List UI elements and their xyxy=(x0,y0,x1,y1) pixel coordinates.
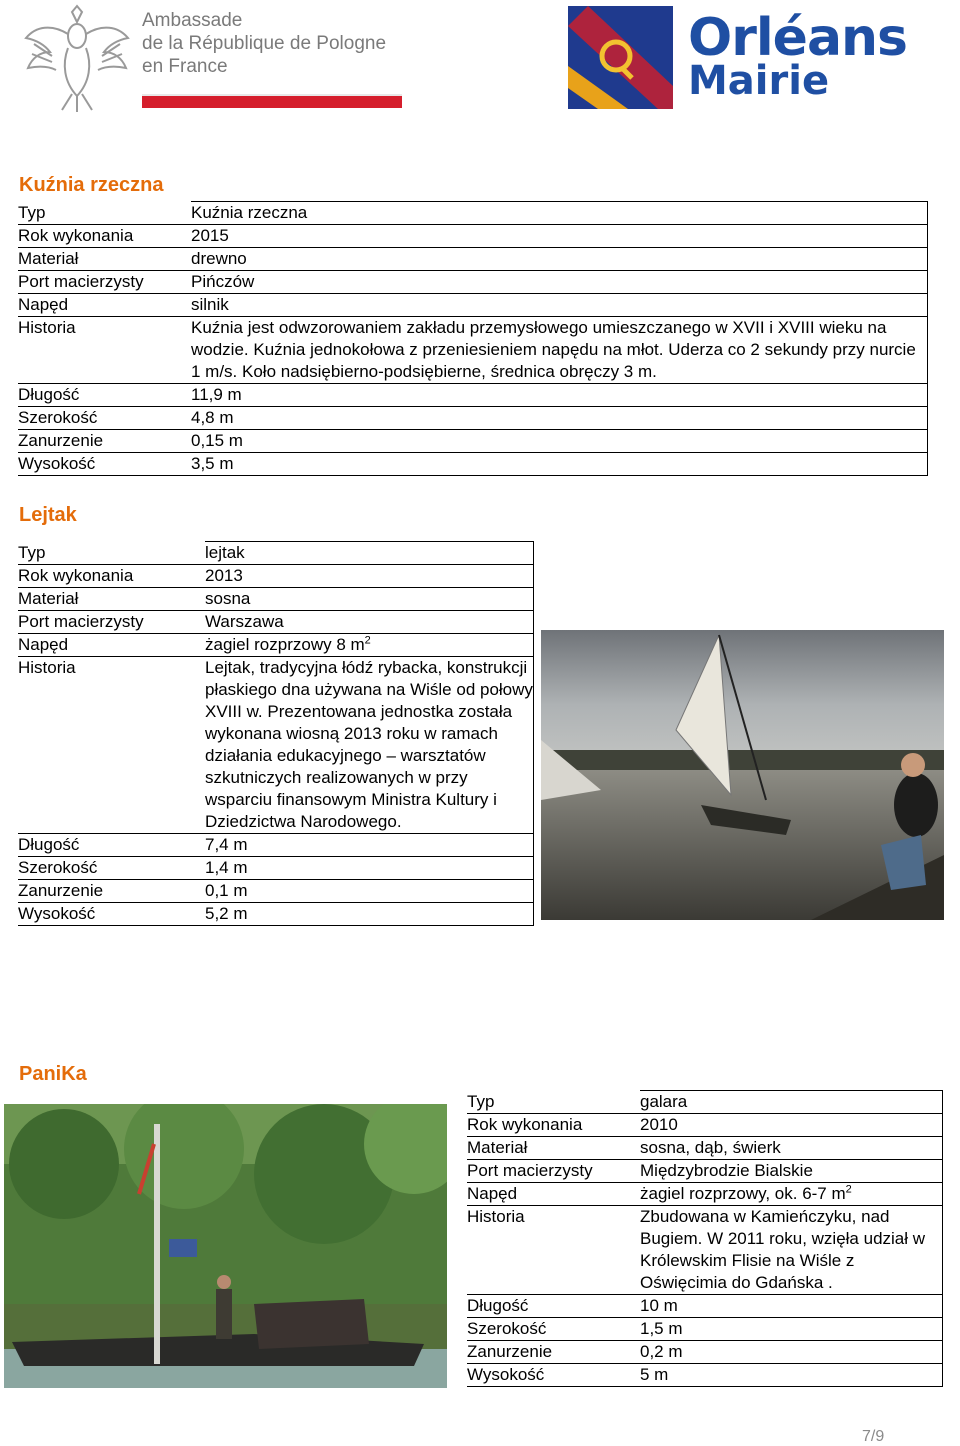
spec-label: Materiał xyxy=(18,248,191,271)
spec-value-text: 5,2 m xyxy=(205,904,248,923)
spec-value-text: 11,9 m xyxy=(191,385,242,404)
spec-value xyxy=(640,1114,943,1137)
spec-value-text: sosna, dąb, świerk xyxy=(640,1138,781,1157)
spec-value xyxy=(191,202,928,225)
spec-row xyxy=(18,453,928,476)
spec-label: Szerokość xyxy=(18,857,205,880)
spec-row xyxy=(467,1341,943,1364)
spec-table-panika xyxy=(467,1090,943,1387)
spec-row xyxy=(18,834,534,857)
spec-row xyxy=(18,903,534,926)
spec-row xyxy=(18,542,534,565)
spec-row xyxy=(18,565,534,588)
spec-label: Port macierzysty xyxy=(18,611,205,634)
spec-value-text: 0,2 m xyxy=(640,1342,683,1361)
spec-value-text: 7,4 m xyxy=(205,835,248,854)
spec-row xyxy=(467,1206,943,1295)
spec-label: Typ xyxy=(18,202,191,225)
spec-value-text: Kuźnia jest odwzorowaniem zakładu przemysłowego umieszczanego w XVII i XVIII wieku na wodzie. Kuźnia jednokołowa z przeniesieniem napędu na młot. Uderza co 2 sekundy przy nurcie 1 m/s. Koło nadsiębierno-podsiębierne, średnica obręczy 3 m. xyxy=(191,318,916,381)
spec-value-text: lejtak xyxy=(205,543,245,562)
spec-value-text: sosna xyxy=(205,589,251,608)
spec-value-superscript: 2 xyxy=(364,634,371,647)
spec-value xyxy=(205,903,534,926)
spec-label: Wysokość xyxy=(467,1364,640,1387)
spec-label: Rok wykonania xyxy=(18,225,191,248)
spec-row xyxy=(18,202,928,225)
spec-value-text: Zbudowana w Kamieńczyku, nad Bugiem. W 2011 roku, wzięła udział w Królewskim Flisie na Wiśle z Oświęcimia do Gdańska . xyxy=(640,1207,926,1292)
spec-value-text: 2015 xyxy=(191,226,229,245)
polish-eagle-icon xyxy=(22,4,132,114)
spec-value-text: 10 m xyxy=(640,1296,678,1315)
page-number: 7/9 xyxy=(862,1428,885,1445)
spec-value-text: 3,5 m xyxy=(191,454,234,473)
spec-row xyxy=(467,1137,943,1160)
lejtak-boat-photo xyxy=(541,630,944,920)
orleans-wordmark: Orléans xyxy=(688,8,908,68)
spec-value-text: 2010 xyxy=(640,1115,678,1134)
spec-label: Port macierzysty xyxy=(18,271,191,294)
spec-value xyxy=(205,565,534,588)
spec-value xyxy=(205,857,534,880)
spec-value-text: Warszawa xyxy=(205,612,284,631)
spec-value-text: 5 m xyxy=(640,1365,669,1384)
spec-value xyxy=(205,611,534,634)
spec-label: Długość xyxy=(18,834,205,857)
section-title-panika: PaniKa xyxy=(19,1063,87,1085)
spec-value-superscript: 2 xyxy=(845,1183,852,1196)
spec-value xyxy=(640,1295,943,1318)
spec-value xyxy=(191,317,928,384)
spec-row xyxy=(467,1160,943,1183)
spec-label: Napęd xyxy=(18,634,205,657)
spec-label: Szerokość xyxy=(18,407,191,430)
spec-row xyxy=(18,634,534,657)
spec-value xyxy=(191,294,928,317)
spec-value xyxy=(205,657,534,834)
spec-value-text: drewno xyxy=(191,249,247,268)
spec-label: Wysokość xyxy=(18,903,205,926)
spec-label: Historia xyxy=(18,657,205,834)
spec-row xyxy=(18,317,928,384)
spec-row xyxy=(18,611,534,634)
embassy-red-bar xyxy=(142,96,402,108)
spec-value xyxy=(191,407,928,430)
spec-label: Typ xyxy=(467,1091,640,1114)
spec-label: Historia xyxy=(467,1206,640,1295)
embassy-logo xyxy=(22,4,402,114)
spec-label: Wysokość xyxy=(18,453,191,476)
spec-label: Napęd xyxy=(467,1183,640,1206)
spec-row xyxy=(18,407,928,430)
spec-value xyxy=(205,542,534,565)
spec-value xyxy=(640,1341,943,1364)
spec-value-text: Pińczów xyxy=(191,272,255,291)
orleans-logo xyxy=(568,6,908,110)
spec-value-text: żagiel rozprzowy, ok. 6-7 m xyxy=(640,1184,846,1203)
spec-table-kuznia xyxy=(18,201,928,476)
spec-row xyxy=(467,1364,943,1387)
panika-boat-photo xyxy=(4,1104,447,1388)
embassy-name-line: de la République de Pologne xyxy=(142,33,387,54)
spec-label: Materiał xyxy=(467,1137,640,1160)
spec-value xyxy=(191,453,928,476)
spec-row xyxy=(18,857,534,880)
spec-value-text: galara xyxy=(640,1092,688,1111)
section-title-lejtak: Lejtak xyxy=(19,504,77,526)
spec-value xyxy=(640,1137,943,1160)
spec-value xyxy=(191,384,928,407)
spec-value-text: żagiel rozprzowy 8 m xyxy=(205,635,365,654)
spec-row xyxy=(18,384,928,407)
spec-label: Rok wykonania xyxy=(467,1114,640,1137)
orleans-emblem xyxy=(568,6,673,109)
spec-value xyxy=(640,1183,943,1206)
spec-row xyxy=(467,1091,943,1114)
spec-label: Zanurzenie xyxy=(467,1341,640,1364)
spec-row xyxy=(18,430,928,453)
spec-value xyxy=(205,588,534,611)
spec-value xyxy=(640,1364,943,1387)
spec-label: Rok wykonania xyxy=(18,565,205,588)
spec-value xyxy=(640,1091,943,1114)
spec-value-text: 1,5 m xyxy=(640,1319,683,1338)
spec-value-text: Lejtak, tradycyjna łódź rybacka, konstrukcji płaskiego dna używana na Wiśle od połowy XVIII w. Prezentowana jednostka została wykonana wiosną 2013 roku w ramach działania edukacyjnego – warsztatów szkutniczych realizowanych w przy wsparciu finansowym Ministra Kultury i Dziedzictwa Narodowego. xyxy=(205,658,533,831)
spec-label: Zanurzenie xyxy=(18,430,191,453)
spec-row xyxy=(467,1318,943,1341)
section-title-kuznia: Kuźnia rzeczna xyxy=(19,174,164,196)
spec-value-text: 2013 xyxy=(205,566,243,585)
spec-value-text: 0,15 m xyxy=(191,431,243,450)
embassy-name-line: Ambassade xyxy=(142,10,243,31)
spec-value xyxy=(191,248,928,271)
spec-value-text: Międzybrodzie Bialskie xyxy=(640,1161,813,1180)
spec-label: Historia xyxy=(18,317,191,384)
spec-row xyxy=(18,657,534,834)
spec-value xyxy=(205,834,534,857)
spec-value xyxy=(640,1206,943,1295)
spec-row xyxy=(467,1183,943,1206)
spec-value xyxy=(205,880,534,903)
spec-label: Typ xyxy=(18,542,205,565)
spec-row xyxy=(18,880,534,903)
spec-label: Zanurzenie xyxy=(18,880,205,903)
spec-table-lejtak xyxy=(18,541,534,926)
spec-label: Długość xyxy=(467,1295,640,1318)
spec-row xyxy=(18,271,928,294)
spec-value xyxy=(205,634,534,657)
spec-row xyxy=(467,1114,943,1137)
spec-row xyxy=(18,588,534,611)
spec-row xyxy=(18,294,928,317)
spec-value-text: 4,8 m xyxy=(191,408,234,427)
spec-value-text: 1,4 m xyxy=(205,858,248,877)
spec-row xyxy=(467,1295,943,1318)
spec-value xyxy=(640,1160,943,1183)
spec-value xyxy=(191,271,928,294)
spec-label: Napęd xyxy=(18,294,191,317)
spec-value xyxy=(191,430,928,453)
spec-row xyxy=(18,248,928,271)
spec-label: Długość xyxy=(18,384,191,407)
spec-value xyxy=(191,225,928,248)
spec-value-text: silnik xyxy=(191,295,229,314)
embassy-name-line: en France xyxy=(142,56,228,77)
spec-label: Port macierzysty xyxy=(467,1160,640,1183)
spec-value-text: Kuźnia rzeczna xyxy=(191,203,308,222)
spec-value xyxy=(640,1318,943,1341)
spec-row xyxy=(18,225,928,248)
mairie-wordmark: Mairie xyxy=(688,58,830,104)
spec-label: Szerokość xyxy=(467,1318,640,1341)
spec-label: Materiał xyxy=(18,588,205,611)
spec-value-text: 0,1 m xyxy=(205,881,248,900)
